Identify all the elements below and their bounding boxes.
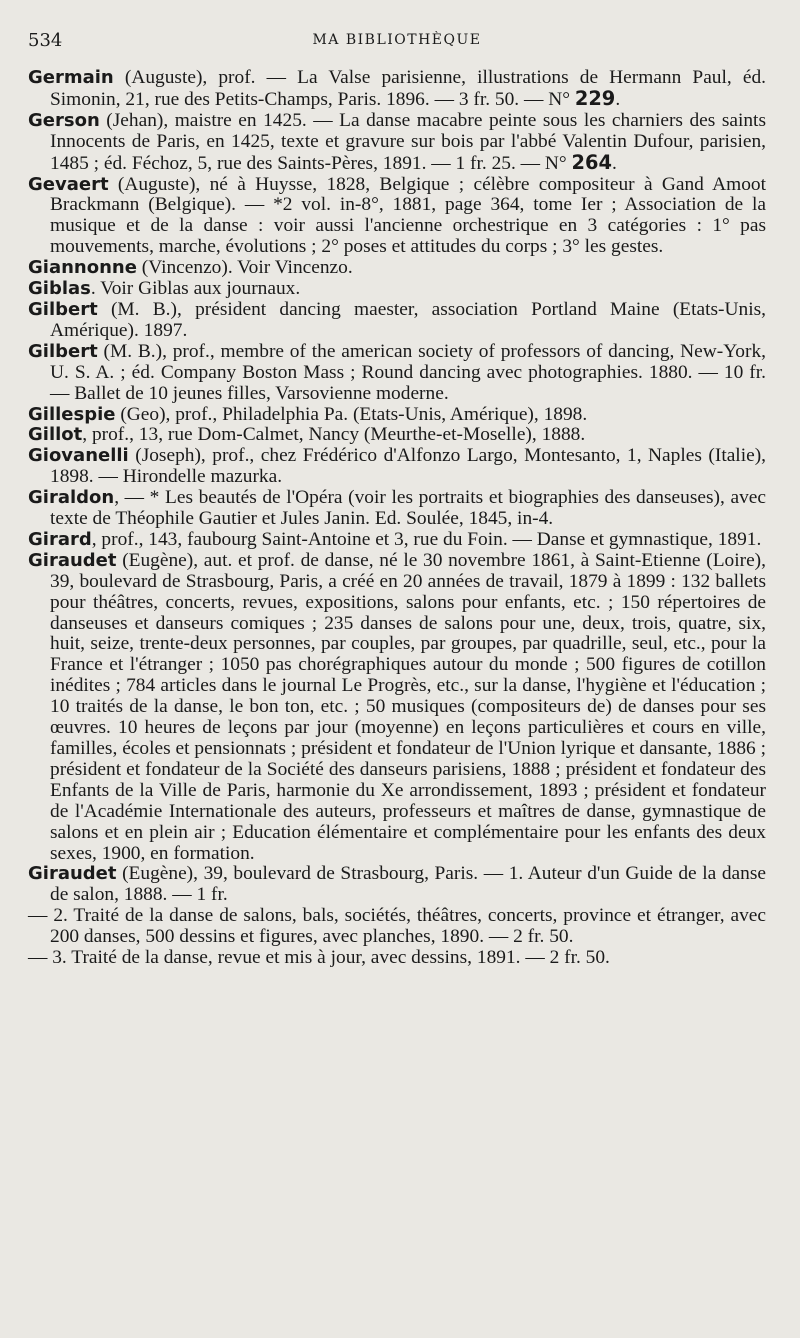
entry-text: (Geo), prof., Philadelphia Pa. (Etats-Unis, Amérique), 1898.	[115, 403, 588, 425]
entry-heading: Giovanelli	[28, 445, 129, 467]
entry-tail: .	[612, 152, 617, 174]
entry	[28, 425, 766, 446]
entry-text: (Auguste), né à Huysse, 1828, Belgique ; célèbre compositeur à Gand Amoot Brackmann (Belgique). — *2 vol. in-8°, 1881, page 364, tome Ier ; Association de la musique et de la danse : voir aussi l'ancienne orchestrique en 3 catégories : 1° pas mouvements, marche, évolutions ; 2° poses et attitudes du corps ; 3° les gestes.	[50, 173, 766, 258]
entry-text: (Eugène), aut. et prof. de danse, né le 30 novembre 1861, à Saint-Etienne (Loire), 39, boulevard de Strasbourg, Paris, a créé en 20 années de travail, 1879 à 1899 : 132 ballets pour théâtres, concerts, revues, expositions, salons pour enfants, etc. ; 150 répertoires de danseuses et danseurs comiques ; 235 danses de salons pour une, deux, trois, quatre, six, huit, seize, trente-deux personnes, par couples, par groupes, par quadrille, seul, etc., pour la France et l'étranger ; 1050 pas chorégraphiques autour du monde ; 500 figures de cotillon inédites ; 784 articles dans le journal Le Progrès, etc., sur la danse, l'hygiène et l'éducation ; 10 traités de la danse, le bon ton, etc. ; 50 musiques (compositeurs de) de danses pour ses œuvres. 10 heures de leçons par jour (moyenne) en leçons particulières et cours en ville, familles, écoles et pensionnats ; président et fondateur de l'Union lyrique et dansante, 1886 ; président et fondateur de la Société des danseurs parisiens, 1888 ; président et fondateur des Enfants de la Ville de Paris, harmonie du Xe arrondissement, 1893 ; président et fondateur de l'Académie Internationale des auteurs, professeurs et maîtres de danse, gymnastique de salons et en plein air ; Education élémentaire et complémentaire pour les enfants des deux sexes, 1900, en formation.	[50, 549, 766, 864]
running-head	[28, 30, 766, 60]
running-title: MA BIBLIOTHÈQUE	[312, 32, 482, 48]
entry-continuation	[28, 948, 766, 969]
entry-continuation	[28, 906, 766, 948]
entry-heading: Gilbert	[28, 298, 98, 320]
entry-text: (Eugène), 39, boulevard de Strasbourg, Paris. — 1. Auteur d'un Guide de la danse de salon, 1888. — 1 fr.	[50, 863, 766, 906]
entry-heading: Gevaert	[28, 173, 109, 195]
entry-heading: Gerson	[28, 109, 100, 131]
entry-heading: Gillespie	[28, 403, 116, 425]
entry	[28, 864, 766, 906]
entry-heading: Giblas	[28, 278, 91, 300]
entry-heading: Germain	[28, 67, 114, 88]
entry-text: , — * Les beautés de l'Opéra (voir les portraits et biographies des danseuses), avec texte de Théophile Gautier et Jules Janin. Ed. Soulée, 1845, in-4.	[50, 487, 766, 530]
entry-text: (Auguste), prof. — La Valse parisienne, illustrations de Hermann Paul, éd. Simonin, 21, rue des Petits-Champs, Paris. 1896. — 3 fr. 50. — N°	[50, 67, 766, 110]
entry-heading: Girard	[28, 528, 92, 550]
entry	[28, 111, 766, 175]
entry-text: . Voir Giblas aux journaux.	[90, 278, 301, 300]
entry-text: — 2. Traité de la danse de salons, bals, sociétés, théâtres, concerts, province et étranger, avec 200 danses, 500 dessins et figures, avec planches, 1890. — 2 fr. 50.	[28, 905, 766, 948]
entry	[28, 446, 766, 488]
entry	[28, 551, 766, 865]
entry	[28, 175, 766, 259]
entry	[28, 68, 766, 111]
entry-text: (M. B.), président dancing maester, association Portland Maine (Etats-Unis, Amérique). 1897.	[50, 298, 766, 341]
bibliography-entries	[28, 68, 766, 969]
entry-number: 264	[571, 150, 613, 174]
entry-heading: Giraudet	[28, 863, 117, 885]
entry-heading: Gillot	[28, 424, 83, 446]
entry	[28, 258, 766, 279]
entry	[28, 279, 766, 300]
entry-tail: .	[615, 88, 621, 110]
entry	[28, 405, 766, 426]
entry-text: — 3. Traité de la danse, revue et mis à jour, avec dessins, 1891. — 2 fr. 50.	[28, 947, 610, 969]
page-number: 534	[28, 30, 63, 51]
entry	[28, 530, 766, 551]
entry	[28, 342, 766, 405]
entry	[28, 300, 766, 342]
entry-heading: Giraudet	[28, 549, 117, 571]
entry-heading: Gilbert	[28, 340, 98, 362]
entry-text: , prof., 13, rue Dom-Calmet, Nancy (Meurthe-et-Moselle), 1888.	[82, 424, 586, 446]
entry-text: (Vincenzo). Voir Vincenzo.	[136, 257, 353, 279]
entry-heading: Giannonne	[28, 257, 137, 279]
entry-heading: Giraldon	[28, 487, 115, 509]
entry-text: (M. B.), prof., membre of the american society of professors of dancing, New-York, U. S. A. ; éd. Company Boston Mass ; Round dancing avec photographies. 1880. — 10 fr. — Ballet de 10 jeunes filles, Varsovienne moderne.	[50, 340, 766, 404]
entry-text: (Joseph), prof., chez Frédérico d'Alfonzo Largo, Montesanto, 1, Naples (Italie), 1898. — Hirondelle mazurka.	[50, 445, 766, 488]
entry-text: (Jehan), maistre en 1425. — La danse macabre peinte sous les charniers des saints Innocents de Paris, en 1425, texte et gravure sur bois par l'abbé Valentin Dufour, parisien, 1485 ; éd. Féchoz, 5, rue des Saints-Pères, 1891. — 1 fr. 25. — N°	[50, 109, 766, 174]
entry-text: , prof., 143, faubourg Saint-Antoine et 3, rue du Foin. — Danse et gymnastique, 1891.	[91, 528, 762, 550]
entry	[28, 488, 766, 530]
entry-number: 229	[574, 86, 616, 110]
